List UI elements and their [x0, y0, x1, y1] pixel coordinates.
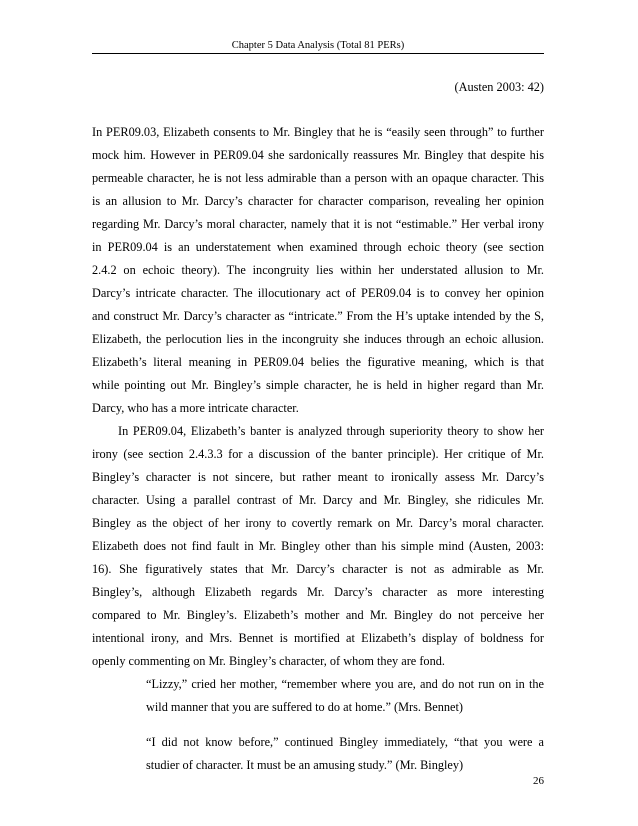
paragraph-1-line-9: and construct Mr. Darcy’s character as “intricate.” From the H’s uptake intended by the S, — [92, 309, 544, 323]
paragraph-1-line-8: Darcy’s intricate character. The illocutionary act of PER09.04 is to convey her opinion — [92, 286, 544, 300]
paragraph-2-line-7: 16). She figuratively states that Mr. Darcy’s character is not as admirable as Mr. — [92, 562, 544, 576]
paragraph-2-line-9: compared to Mr. Bingley’s. Elizabeth’s mother and Mr. Bingley do not perceive her — [92, 608, 544, 622]
paragraph-2-line-3: Bingley’s character is not sincere, but rather meant to ironically assess Mr. Darcy’s — [92, 470, 544, 484]
page-number: 26 — [533, 775, 544, 787]
paragraph-2-line-5: Bingley as the object of her irony to covertly remark on Mr. Darcy’s moral character. — [92, 516, 544, 530]
paragraph-2-line-2: irony (see section 2.4.3.3 for a discussion of the banter principle). Her critique of Mr. — [92, 447, 544, 461]
block-quote-1-line-2: wild manner that you are suffered to do at home.” (Mrs. Bennet) — [146, 700, 464, 714]
header-divider — [92, 53, 544, 54]
paragraph-2-line-6: Elizabeth does not find fault in Mr. Bingley other than his simple mind (Austen, 2003: — [92, 539, 544, 553]
citation: (Austen 2003: 42) — [454, 80, 544, 94]
paragraph-1-line-3: permeable character, he is not less admirable than a person with an opaque character. This — [92, 171, 544, 185]
paragraph-1-line-11: Elizabeth’s literal meaning in PER09.04 belies the figurative meaning, which is that — [92, 355, 544, 369]
paragraph-1-line-4: is an allusion to Mr. Darcy’s character for character comparison, revealing her opinion — [92, 194, 544, 208]
block-quote-2-line-1: “I did not know before,” continued Bingley immediately, “that you were a — [146, 735, 544, 749]
paragraph-1-line-10: Elizabeth, the perlocution lies in the incongruity she induces through an echoic allusion. — [92, 332, 544, 346]
paragraph-2-line-11: openly commenting on Mr. Bingley’s character, of whom they are fond. — [92, 654, 445, 668]
paragraph-1-line-5: regarding Mr. Darcy’s moral character, namely that it is not “estimable.” Her verbal irony — [92, 217, 544, 231]
paragraph-1-line-12: while pointing out Mr. Bingley’s simple character, he is held in higher regard than Mr. — [92, 378, 544, 392]
paragraph-1-line-7: 2.4.2 on echoic theory). The incongruity lies within her understated allusion to Mr. — [92, 263, 544, 277]
paragraph-2-line-1: In PER09.04, Elizabeth’s banter is analyzed through superiority theory to show her — [118, 424, 544, 438]
paragraph-1-line-6: in PER09.04 is an understatement when examined through echoic theory (see section — [92, 240, 544, 254]
block-quote-2-line-2: studier of character. It must be an amusing study.” (Mr. Bingley) — [146, 758, 464, 772]
running-header: Chapter 5 Data Analysis (Total 81 PERs) — [231, 40, 405, 51]
paragraph-1-line-2: mock him. However in PER09.04 she sardonically reassures Mr. Bingley that despite his — [92, 148, 544, 162]
block-quote-1-line-1: “Lizzy,” cried her mother, “remember where you are, and do not run on in the — [146, 677, 544, 691]
paragraph-2-line-10: intentional irony, and Mrs. Bennet is mortified at Elizabeth’s display of boldness for — [92, 631, 544, 645]
paragraph-2-line-8: Bingley’s, although Elizabeth regards Mr. Darcy’s character as more interesting — [92, 585, 544, 599]
paragraph-1-line-1: In PER09.03, Elizabeth consents to Mr. Bingley that he is “easily seen through” to further — [92, 125, 544, 139]
paragraph-1-line-13: Darcy, who has a more intricate character. — [92, 401, 299, 415]
paragraph-2-line-4: character. Using a parallel contrast of Mr. Darcy and Mr. Bingley, she ridicules Mr. — [92, 493, 544, 507]
